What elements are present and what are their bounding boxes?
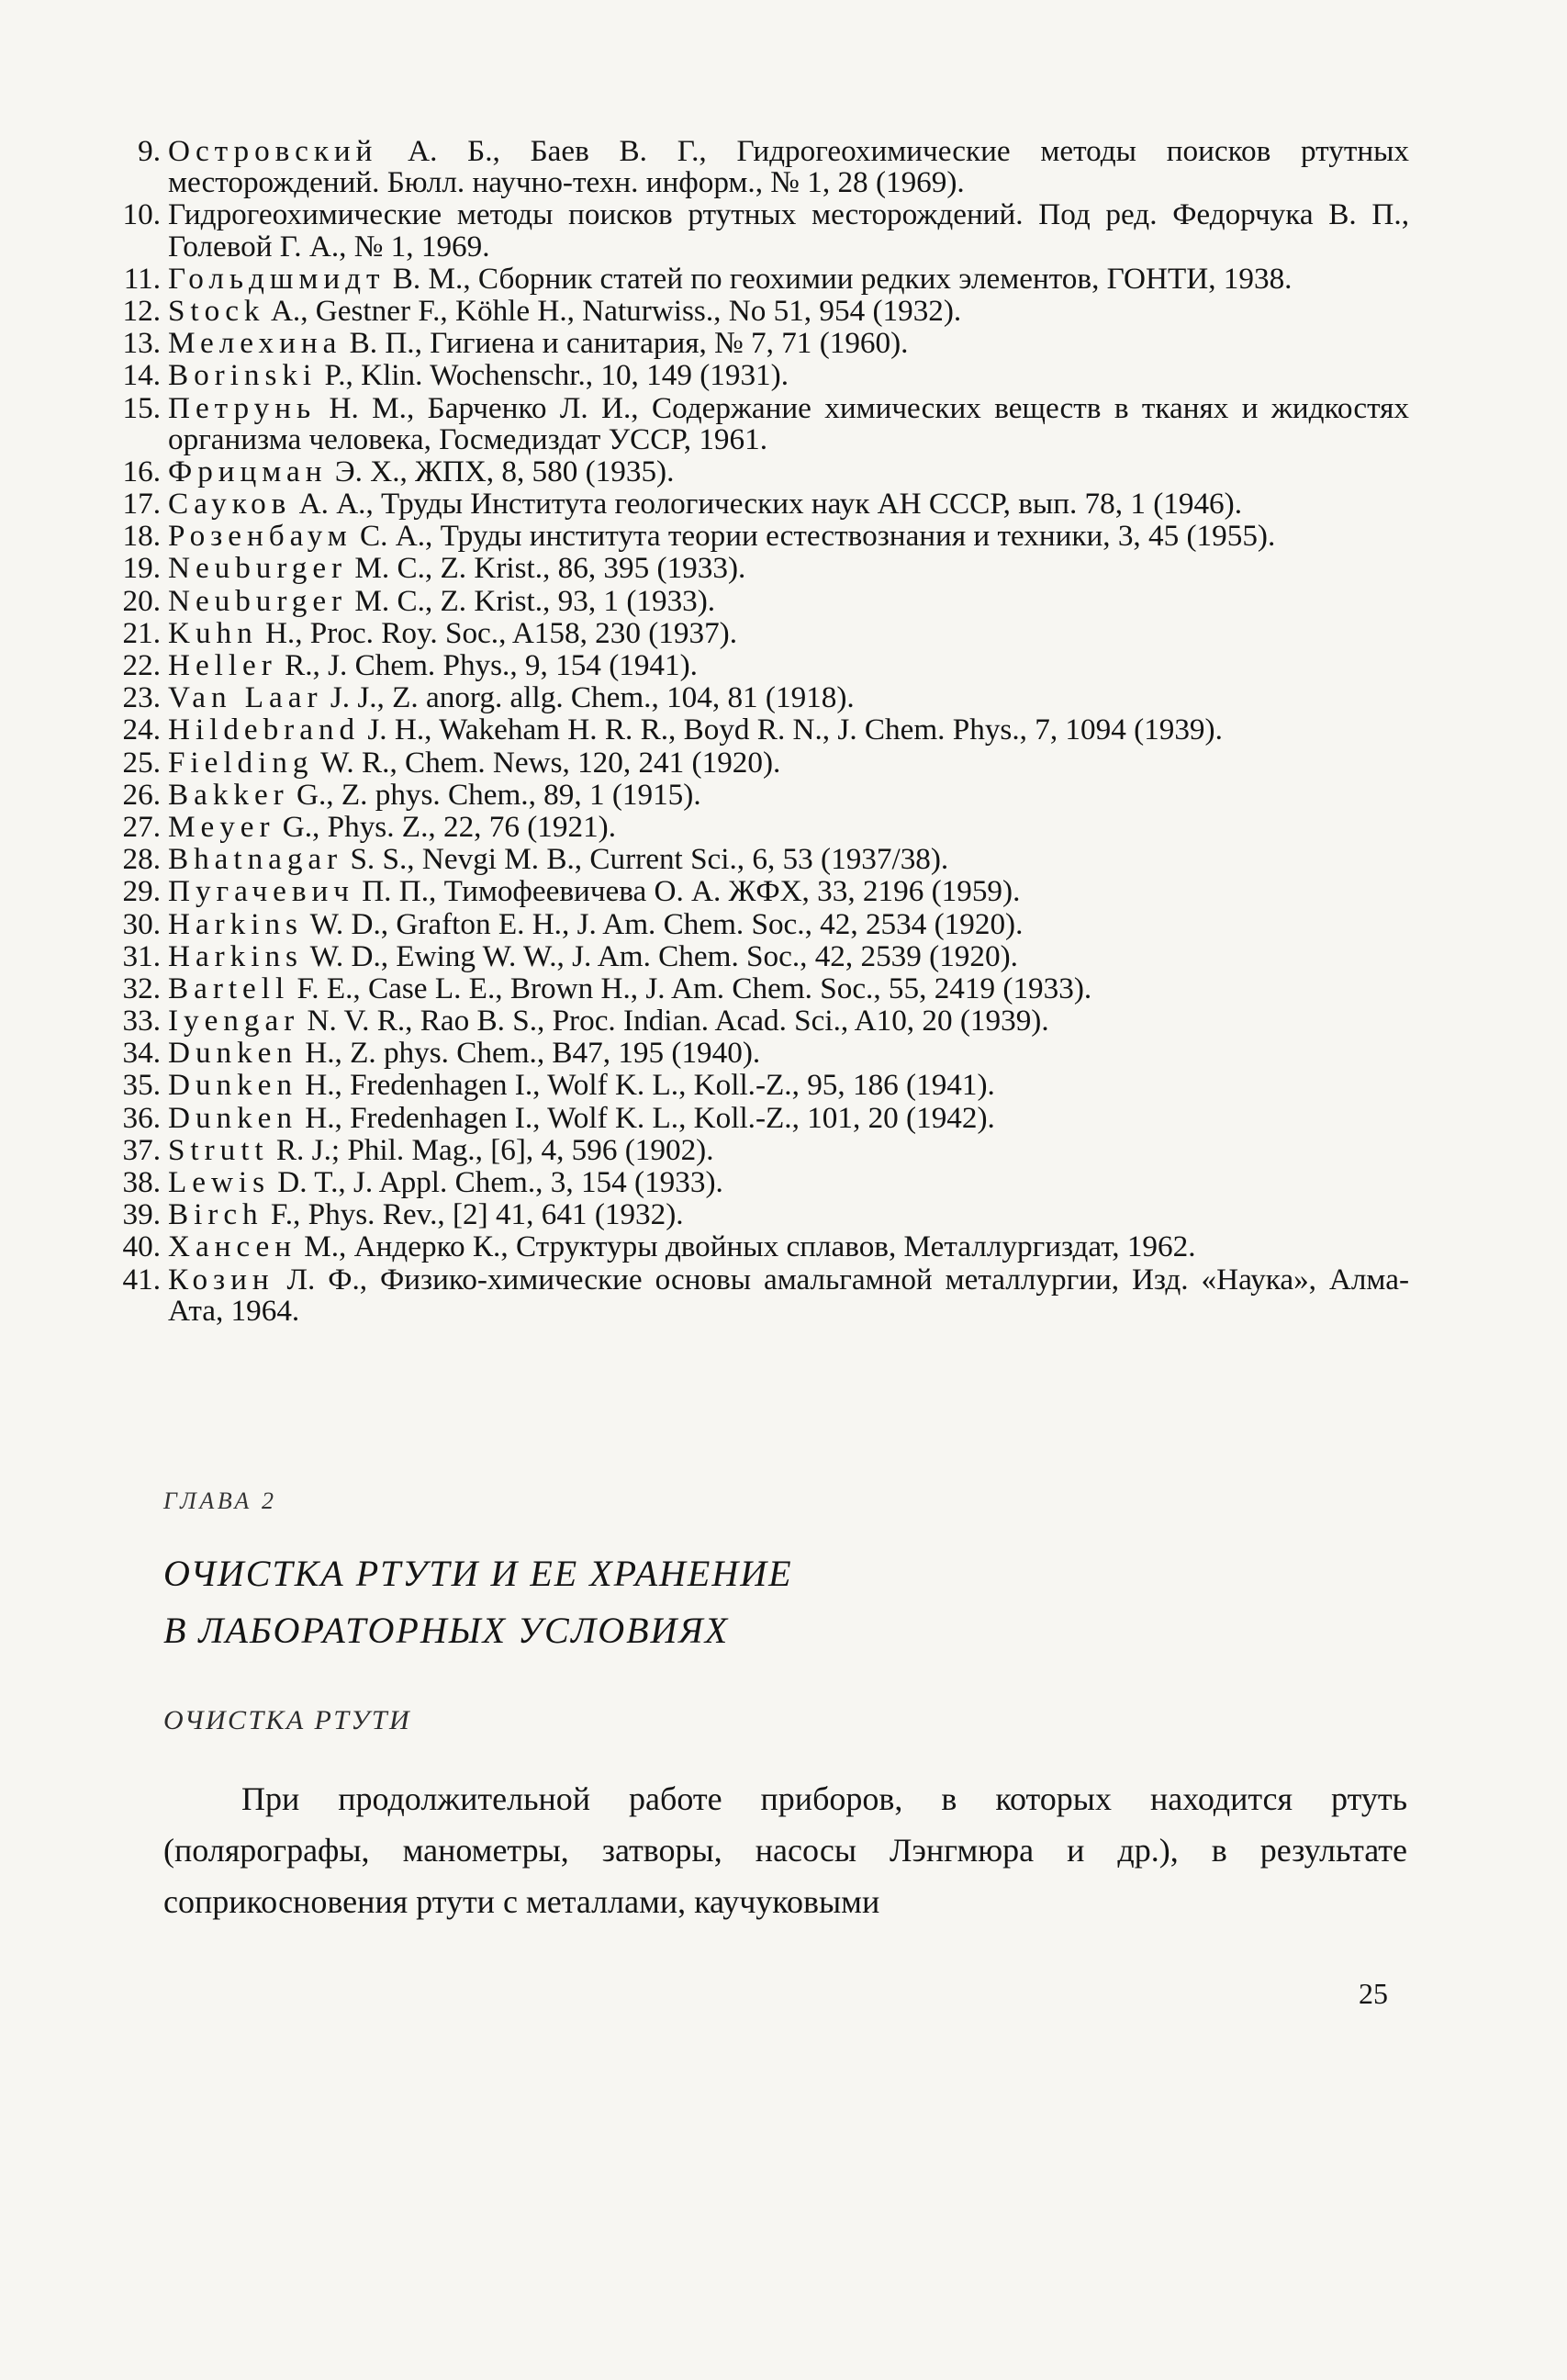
reference-author: Островский [168,134,378,168]
reference-author: Neuburger [168,551,348,586]
reference-item [106,844,1409,875]
chapter-title-line-2: В ЛАБОРАТОРНЫХ УСЛОВИЯХ [163,1610,730,1651]
reference-text: М., Андерко К., Структуры двойных сплавов, Металлургиздат, 1962. [304,1229,1196,1264]
reference-item [106,1132,1409,1167]
chapter-title-line-1: ОЧИСТКА РТУТИ И ЕЕ ХРАНЕНИЕ [163,1553,793,1594]
reference-item [106,293,1409,328]
reference-author: Розенбаум [168,519,353,554]
reference-text: J. H., Wakeham H. R. R., Boyd R. N., J. Chem. Phys., 7, 1094 (1939). [367,713,1223,747]
reference-text: S. S., Nevgi M. B., Current Sci., 6, 53 (1937/38). [350,842,949,877]
reference-number: 25. [122,745,161,780]
reference-number: 38. [122,1165,161,1199]
reference-number: 30. [122,906,161,941]
reference-item [106,521,1409,552]
reference-item [106,777,1409,812]
reference-author: Harkins [168,938,303,973]
reference-item [106,973,1409,1005]
reference-number: 20. [122,583,161,618]
reference-item [106,553,1409,584]
reference-author: Neuburger [168,583,348,618]
reference-author: Fielding [168,745,314,780]
reference-text: В. П., Гигиена и санитария, № 7, 71 (1960). [349,326,909,361]
reference-number: 13. [122,326,161,361]
reference-author: Мелехина [168,326,342,361]
reference-text: W. D., Grafton E. H., J. Am. Chem. Soc., 42, 2534 (1920). [309,906,1024,941]
reference-number: 17. [122,487,161,522]
reference-item [106,1167,1409,1198]
reference-item [106,456,1409,488]
reference-number: 37. [122,1132,161,1167]
reference-number: 11. [123,261,161,296]
reference-author: Harkins [168,906,303,941]
reference-number: 23. [122,680,161,715]
reference-number: 24. [122,713,161,747]
reference-number: 31. [122,938,161,973]
reference-author: Iyengar [168,1004,300,1038]
reference-number: 16. [122,454,161,488]
reference-number: 28. [122,842,161,877]
reference-number: 19. [122,551,161,586]
reference-number: 41. [122,1262,161,1297]
reference-author: Stock [168,293,265,328]
reference-author: Петрунь [168,390,317,425]
reference-text: F. E., Case L. E., Brown H., J. Am. Chem. Soc., 55, 2419 (1933). [297,971,1092,1005]
reference-item [106,906,1409,941]
reference-item [106,1100,1409,1135]
reference-item [106,360,1409,391]
reference-text: M. C., Z. Krist., 93, 1 (1933). [354,583,716,618]
reference-item [106,1264,1409,1327]
reference-item [106,390,1410,456]
reference-item [106,809,1409,844]
reference-text: N. V. R., Rao B. S., Proc. Indian. Acad. Sci., A10, 20 (1939). [307,1004,1049,1038]
reference-text: F., Phys. Rev., [2] 41, 641 (1932). [270,1197,684,1232]
reference-author: Dunken [168,1036,297,1071]
page-number: 25 [1359,1977,1388,2010]
reference-author: Козин [168,1262,274,1297]
reference-text: R., J. Chem. Phys., 9, 154 (1941). [285,648,698,682]
reference-number: 39. [122,1197,161,1232]
reference-text: В. М., Сборник статей по геохимии редких элементов, ГОНТИ, 1938. [392,261,1293,296]
reference-text: D. T., J. Appl. Chem., 3, 154 (1933). [277,1165,723,1199]
reference-text: J. J., Z. anorg. allg. Chem., 104, 81 (1918). [330,680,855,715]
reference-number: 36. [122,1100,161,1135]
reference-author: Bhatnagar [168,842,343,877]
reference-author: Dunken [168,1068,297,1103]
reference-item [106,488,1409,520]
reference-text: W. R., Chem. News, 120, 241 (1920). [320,745,781,780]
reference-item [106,199,1409,262]
reference-number: 40. [122,1229,161,1264]
reference-number: 34. [122,1036,161,1071]
reference-number: 21. [122,615,161,650]
reference-item [106,714,1409,746]
reference-text: H., Proc. Roy. Soc., A158, 230 (1937). [264,615,738,650]
reference-text: P., Klin. Wochenschr., 10, 149 (1931). [324,358,789,393]
reference-text: А. Б., Баев В. Г., Гидрогеохимические методы поисков ртутных месторождений. Бюлл. научно-техн. информ., № 1, 28 (1969). [168,134,1409,200]
reference-author: Пугачевич [168,874,354,909]
reference-author: Strutt [168,1132,269,1167]
chapter-label: ГЛАВА 2 [163,1488,277,1514]
reference-text: Н. М., Барченко Л. И., Содержание химических веществ в тканях и жидкостях организма человека, Госмедиздат УССР, 1961. [168,390,1410,456]
reference-number: 29. [122,874,161,909]
reference-text: G., Phys. Z., 22, 76 (1921). [282,809,617,844]
reference-item [106,328,1409,359]
body-paragraph: При продолжительной работе приборов, в которых находится ртуть (полярографы, манометры, затворы, насосы Лэнгмюра и др.), в результате соприкосновения ртути с металлами, каучуковыми [163,1780,1407,1920]
reference-author: Хансен [168,1229,297,1264]
reference-number: 15. [122,390,161,425]
reference-item [106,1070,1409,1101]
reference-text: H., Fredenhagen I., Wolf K. L., Koll.-Z., 101, 20 (1942). [305,1100,995,1135]
reference-number: 33. [122,1004,161,1038]
reference-text: M. C., Z. Krist., 86, 395 (1933). [354,551,746,586]
reference-text: H., Fredenhagen I., Wolf K. L., Koll.-Z., 95, 186 (1941). [305,1068,995,1103]
reference-item [106,1005,1409,1037]
reference-author: Borinski [168,358,318,393]
reference-number: 12. [122,293,161,328]
reference-text: П. П., Тимофеевичева О. А. ЖФХ, 33, 2196 (1959). [362,874,1021,909]
reference-item [106,136,1409,198]
reference-item [106,876,1409,907]
reference-text: W. D., Ewing W. W., J. Am. Chem. Soc., 42, 2539 (1920). [309,938,1018,973]
reference-item [106,615,1409,650]
reference-text: R. J.; Phil. Mag., [6], 4, 596 (1902). [275,1132,714,1167]
reference-item [106,650,1409,681]
reference-item [106,682,1409,713]
reference-author: Heller [168,648,277,682]
reference-item [106,583,1409,618]
reference-author: Birch [168,1197,263,1232]
reference-text: Э. Х., ЖПХ, 8, 580 (1935). [334,454,675,488]
reference-text: Гидрогеохимические методы поисков ртутных месторождений. Под ред. Федорчука В. П., Голевой Г. А., № 1, 1969. [168,197,1409,264]
reference-author: Dunken [168,1100,297,1135]
reference-number: 27. [122,809,161,844]
reference-number: 32. [122,971,161,1005]
reference-number: 9. [138,134,161,168]
reference-number: 22. [122,648,161,682]
reference-text: А. А., Труды Института геологических наук АН СССР, вып. 78, 1 (1946). [298,487,1242,522]
reference-author: Kuhn [168,615,258,650]
section-title: ОЧИСТКА РТУТИ [163,1705,412,1735]
reference-item [106,261,1409,296]
reference-number: 26. [122,777,161,812]
reference-number: 14. [122,358,161,393]
reference-author: Meyer [168,809,275,844]
reference-author: Гольдшмидт [168,261,386,296]
reference-number: 35. [122,1068,161,1103]
reference-author: Сауков [168,487,292,522]
reference-author: Van Laar [168,680,323,715]
reference-author: Фрицман [168,454,328,488]
reference-number: 18. [122,519,161,554]
reference-text: G., Z. phys. Chem., 89, 1 (1915). [297,777,701,812]
reference-item [106,1199,1409,1230]
reference-text: A., Gestner F., Köhle H., Naturwiss., No 51, 954 (1932). [270,293,962,328]
reference-author: Lewis [168,1165,270,1199]
reference-author: Hildebrand [168,713,361,747]
reference-author: Bakker [168,777,289,812]
reference-number: 10. [122,197,161,232]
reference-text: H., Z. phys. Chem., B47, 195 (1940). [305,1036,761,1071]
reference-item [106,1038,1409,1069]
reference-item [106,938,1409,973]
reference-item [106,747,1409,779]
reference-author: Bartell [168,971,290,1005]
reference-list [106,136,1409,1328]
reference-item [106,1231,1409,1263]
reference-text: Л. Ф., Физико-химические основы амальгамной металлургии, Изд. «Наука», Алма-Ата, 1964. [168,1262,1409,1328]
reference-text: С. А., Труды института теории естествознания и техники, 3, 45 (1955). [360,519,1276,554]
chapter-title [163,1545,1403,1659]
